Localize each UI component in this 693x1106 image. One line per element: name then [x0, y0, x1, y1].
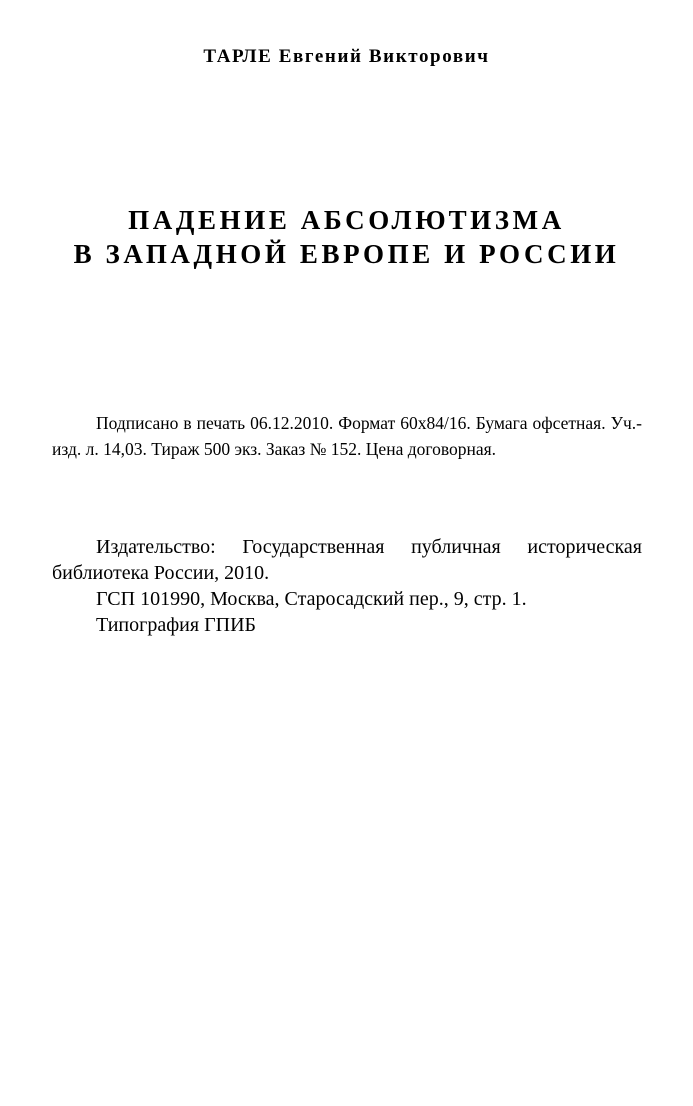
printing-house: Типография ГПИБ: [96, 614, 256, 636]
imprint-details: Подписано в печать 06.12.2010. Формат 60х84/16. Бумага офсетная. Уч.-изд. л. 14,03. Тираж 500 экз. Заказ № 152. Цена договорная.: [52, 413, 642, 459]
publisher-line: Издательство: Государственная публичная историческая библиотека России, 2010.: [52, 536, 642, 584]
book-title: [0, 203, 693, 271]
book-title-line-1: ПАДЕНИЕ АБСОЛЮТИЗМА: [128, 205, 565, 235]
book-title-line-2: В ЗАПАДНОЙ ЕВРОПЕ И РОССИИ: [73, 239, 620, 269]
author-name: ТАРЛЕ Евгений Викторович: [203, 46, 490, 67]
publisher-address: ГСП 101990, Москва, Старосадский пер., 9, стр. 1.: [96, 588, 527, 610]
publisher-info: [52, 534, 642, 638]
